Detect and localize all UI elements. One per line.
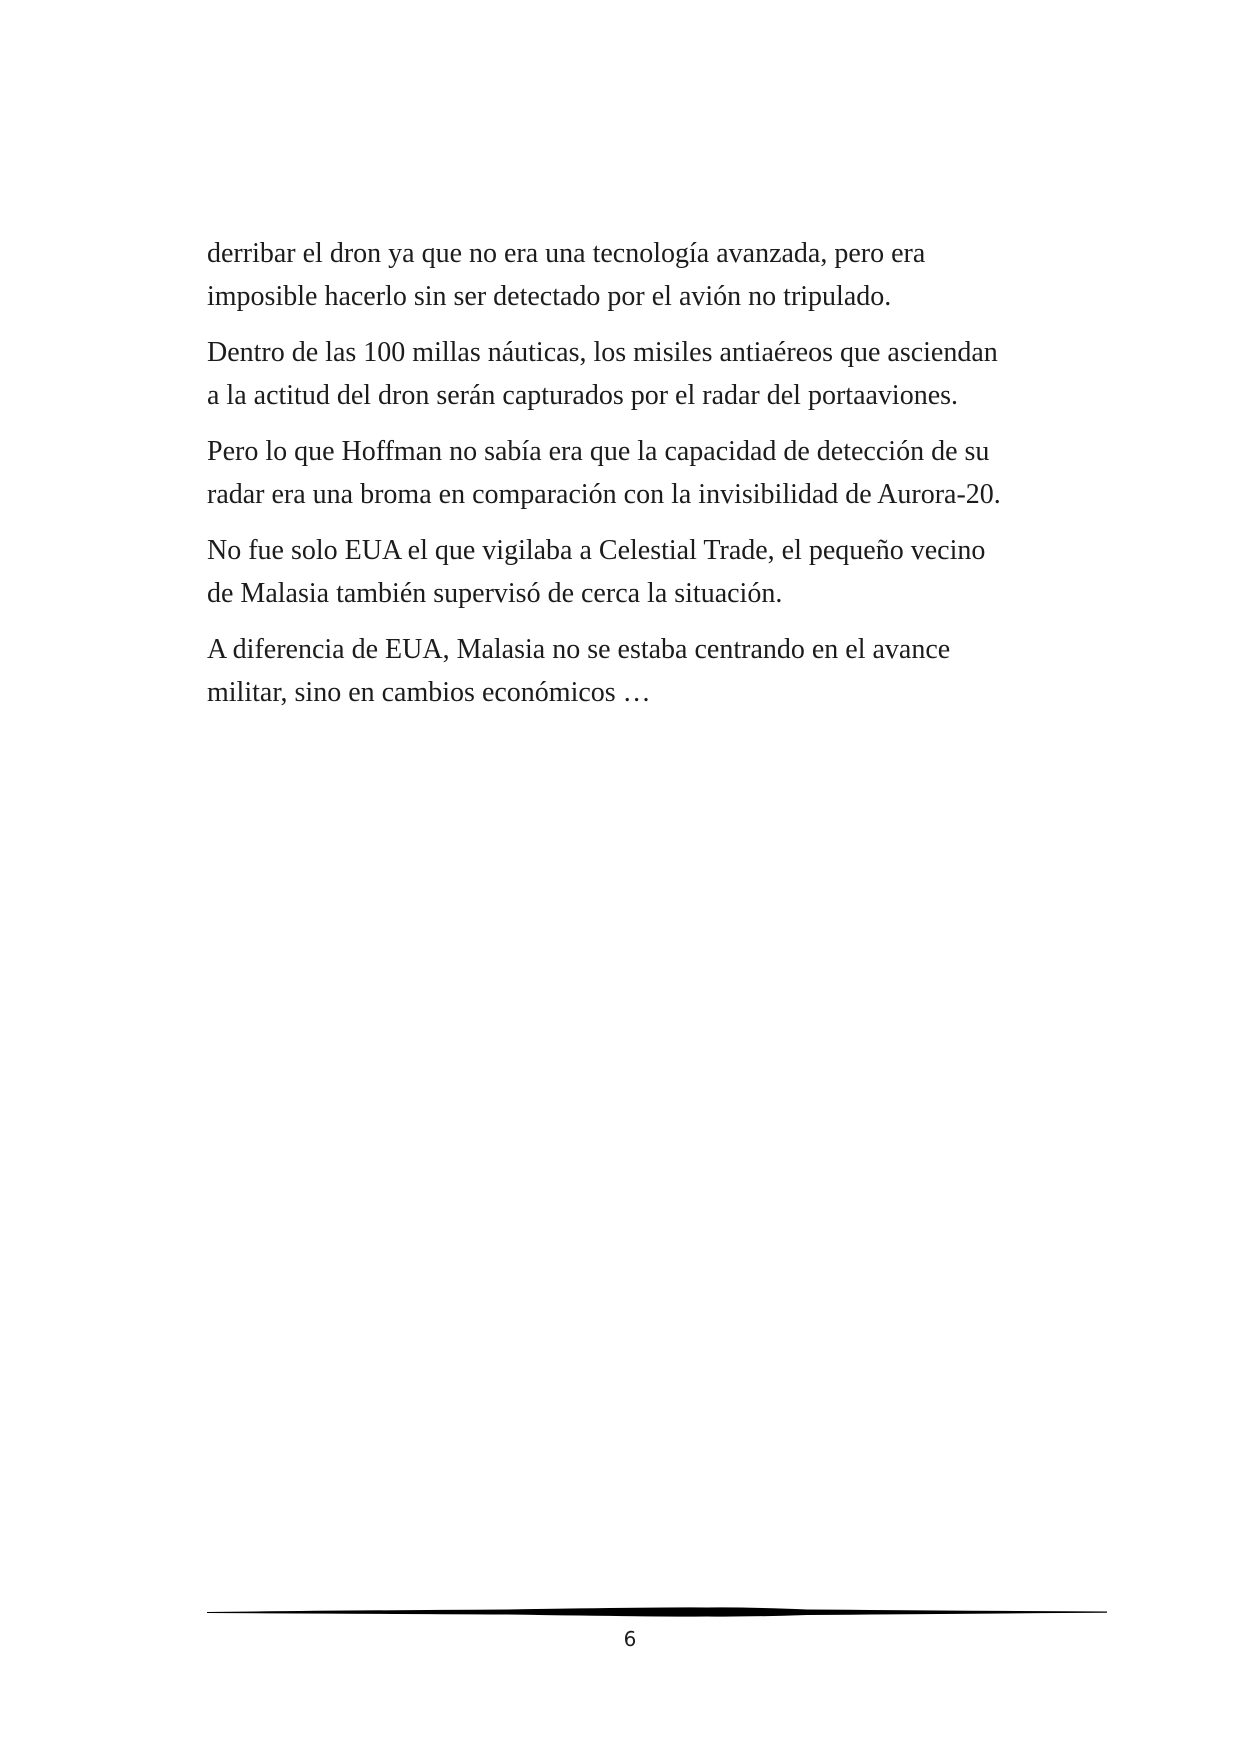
footer-divider [207,1604,1107,1620]
page-number: 6 [623,1627,637,1651]
body-text [207,232,1077,727]
paragraph-2: Dentro de las 100 millas náuticas, los misiles antiaéreos que asciendan a la actitud del dron serán capturados por el radar del portaaviones. [207,337,998,411]
paragraph-3: Pero lo que Hoffman no sabía era que la capacidad de detección de su radar era una broma en comparación con la invisibilidad de Aurora-20. [207,436,1001,510]
paragraph-4: No fue solo EUA el que vigilaba a Celestial Trade, el pequeño vecino de Malasia también supervisó de cerca la situación. [207,535,986,609]
paragraph-1: derribar el dron ya que no era una tecnología avanzada, pero era imposible hacerlo sin ser detectado por el avión no tripulado. [207,238,926,312]
paragraph-5: A diferencia de EUA, Malasia no se estaba centrando en el avance militar, sino en cambios económicos … [207,634,951,708]
